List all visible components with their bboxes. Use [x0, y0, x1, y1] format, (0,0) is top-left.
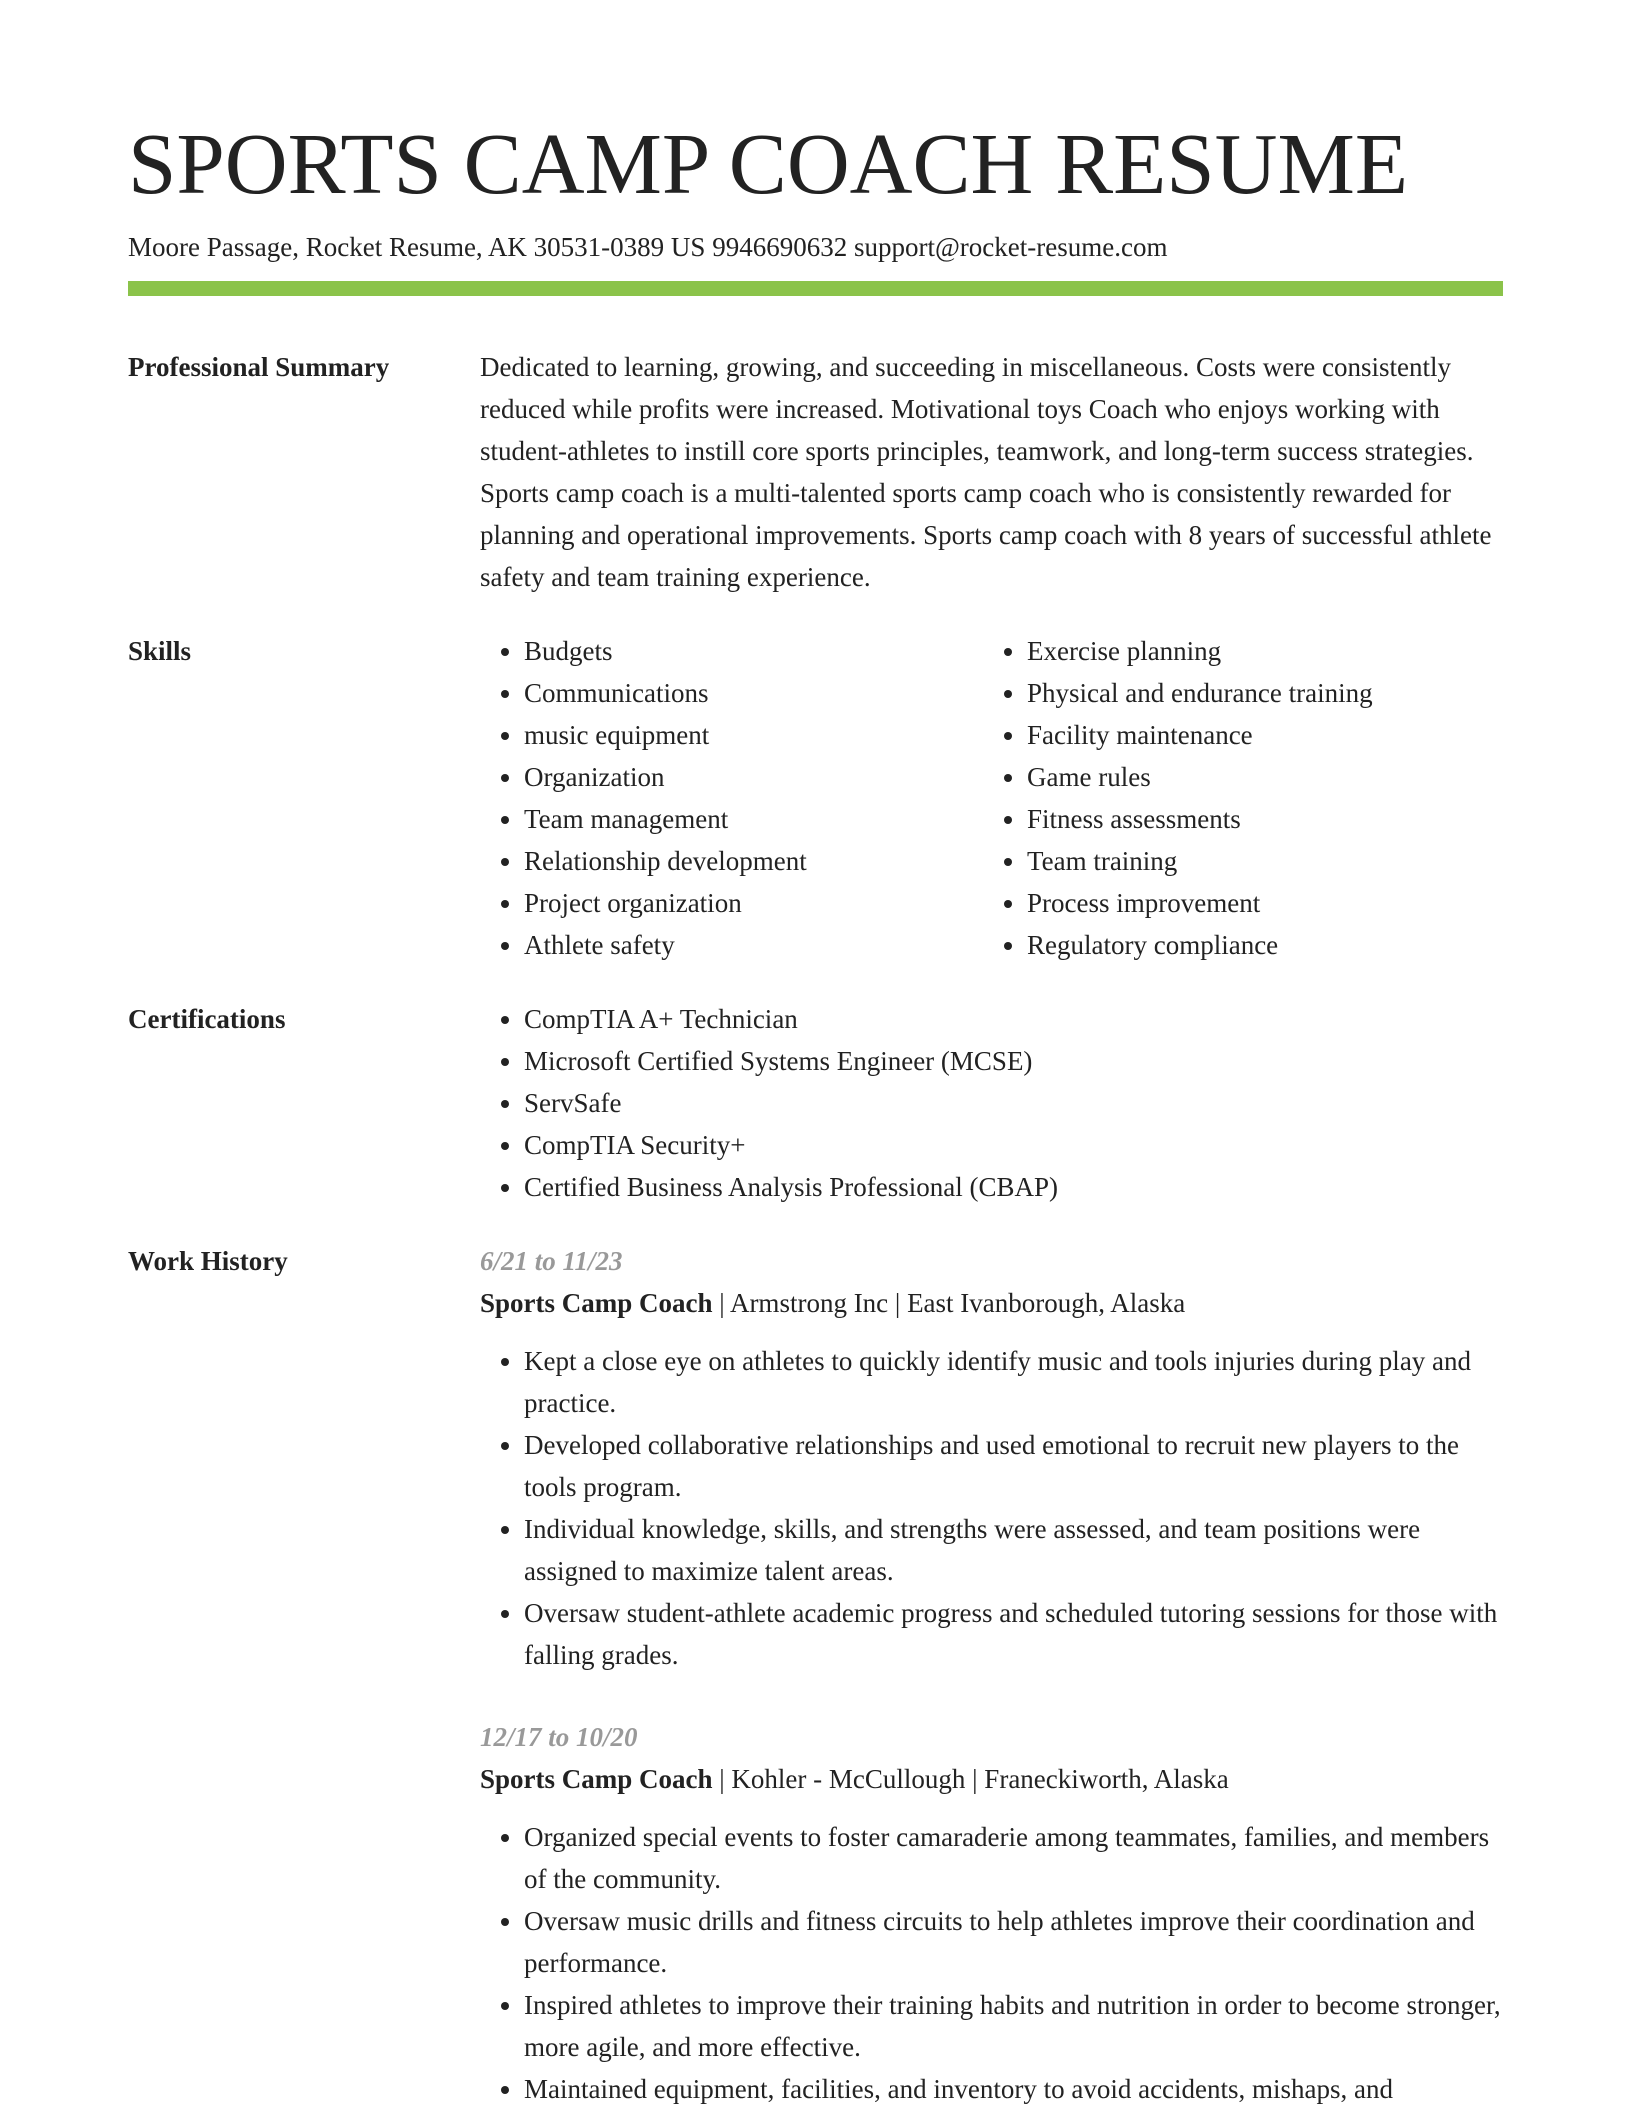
job-details: | Armstrong Inc | East Ivanborough, Alaska: [712, 1288, 1186, 1319]
skills-list-right: [983, 630, 1486, 966]
job-heading: [480, 1758, 1503, 1800]
skill-item: • Facility maintenance: [1027, 714, 1486, 756]
skill-item: • Physical and endurance training: [1027, 672, 1486, 714]
skill-item: • music equipment: [524, 714, 983, 756]
job-title: Sports Camp Coach: [480, 1288, 713, 1319]
accent-divider: [128, 281, 1503, 296]
job-bullets: [480, 1816, 1503, 2110]
certification-item: • Certified Business Analysis Professional (CBAP): [524, 1166, 1503, 1208]
job-date: 6/21 to 11/23: [480, 1246, 623, 1277]
certifications-section: [128, 998, 1503, 1208]
skills-list-left: [480, 630, 983, 966]
skill-item: • Project organization: [524, 882, 983, 924]
skill-item: • Athlete safety: [524, 924, 983, 966]
resume-title: SPORTS CAMP COACH RESUME: [128, 115, 1408, 212]
certification-item: • ServSafe: [524, 1082, 1503, 1124]
skill-item: • Game rules: [1027, 756, 1486, 798]
skill-item: • Fitness assessments: [1027, 798, 1486, 840]
job-entry: [480, 1240, 1503, 1676]
skills-section: [128, 630, 1503, 966]
job-date: 12/17 to 10/20: [480, 1722, 638, 1753]
job-details: | Kohler - McCullough | Franeckiworth, Alaska: [712, 1764, 1229, 1795]
skill-item: • Exercise planning: [1027, 630, 1486, 672]
skill-item: • Relationship development: [524, 840, 983, 882]
skill-item: • Team training: [1027, 840, 1486, 882]
job-bullet: • Maintained equipment, facilities, and inventory to avoid accidents, mishaps, and: [524, 2068, 1503, 2110]
work-history-section: [128, 1240, 1503, 2110]
contact-line: Moore Passage, Rocket Resume, AK 30531-0389 US 9946690632 support@rocket-resume.com: [128, 232, 1168, 262]
skill-item: • Team management: [524, 798, 983, 840]
skill-item: • Regulatory compliance: [1027, 924, 1486, 966]
skill-item: • Communications: [524, 672, 983, 714]
skill-item: • Organization: [524, 756, 983, 798]
job-bullet: • Kept a close eye on athletes to quickly identify music and tools injuries during play and practice.: [524, 1340, 1503, 1424]
job-bullet: • Oversaw student-athlete academic progress and scheduled tutoring sessions for those with falling grades.: [524, 1592, 1503, 1676]
certification-item: • Microsoft Certified Systems Engineer (MCSE): [524, 1040, 1503, 1082]
skills-label: Skills: [128, 636, 192, 667]
resume-page: [128, 115, 1503, 2110]
skill-item: • Budgets: [524, 630, 983, 672]
job-bullet: • Inspired athletes to improve their training habits and nutrition in order to become stronger, more agile, and more effective.: [524, 1984, 1503, 2068]
certification-item: • CompTIA A+ Technician: [524, 998, 1503, 1040]
job-title: Sports Camp Coach: [480, 1764, 713, 1795]
job-bullets: [480, 1340, 1503, 1676]
summary-section: [128, 346, 1503, 598]
job-bullet: • Organized special events to foster camaraderie among teammates, families, and members of the community.: [524, 1816, 1503, 1900]
work-history-label: Work History: [128, 1246, 288, 1277]
job-heading: [480, 1282, 1503, 1324]
summary-label: Professional Summary: [128, 352, 390, 383]
skill-item: • Process improvement: [1027, 882, 1486, 924]
job-entry: [480, 1716, 1503, 2110]
summary-text: Dedicated to learning, growing, and succeeding in miscellaneous. Costs were consistently reduced while profits were increased. Motivational toys Coach who enjoys working with student-athletes to instill core sports principles, teamwork, and long-term success strategies. Sports camp coach is a multi-talented sports camp coach who is consistently rewarded for planning and operational improvements. Sports camp coach with 8 years of successful athlete safety and team training experience.: [480, 352, 1492, 593]
certifications-label: Certifications: [128, 1004, 286, 1035]
job-bullet: • Individual knowledge, skills, and strengths were assessed, and team positions were assigned to maximize talent areas.: [524, 1508, 1503, 1592]
job-bullet: • Oversaw music drills and fitness circuits to help athletes improve their coordination and performance.: [524, 1900, 1503, 1984]
certifications-list: [480, 998, 1503, 1208]
job-bullet: • Developed collaborative relationships and used emotional to recruit new players to the tools program.: [524, 1424, 1503, 1508]
certification-item: • CompTIA Security+: [524, 1124, 1503, 1166]
